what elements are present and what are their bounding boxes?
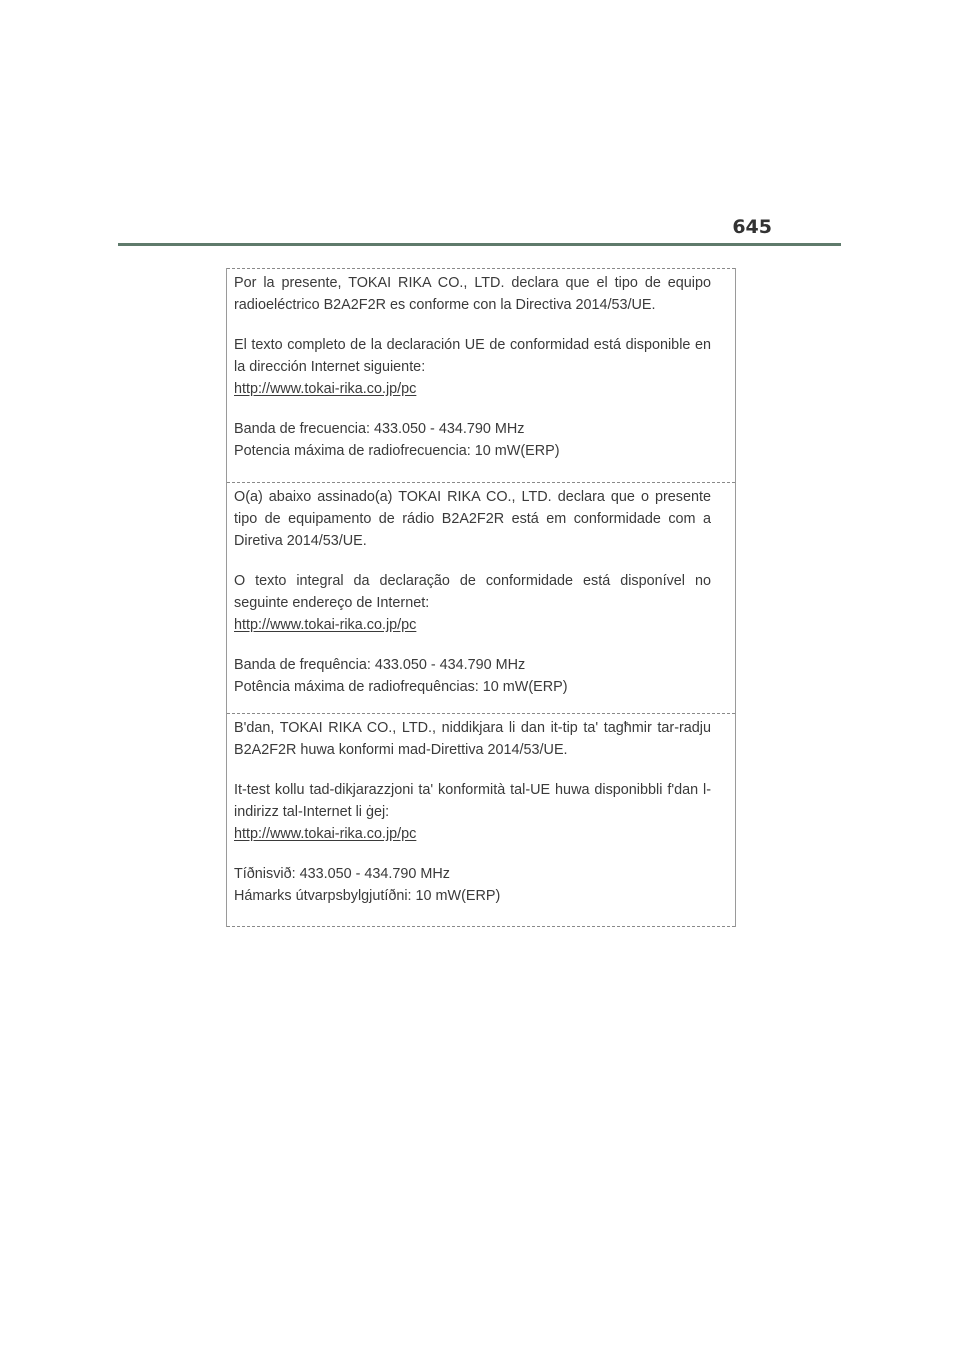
frequency-text: Banda de frequência: 433.050 - 434.790 MHz <box>234 657 526 673</box>
declaration-section-portuguese <box>227 482 735 713</box>
power-text: Potencia máxima de radiofrecuencia: 10 mW(ERP) <box>234 443 560 459</box>
power-text: Hámarks útvarpsbylgjutíðni: 10 mW(ERP) <box>234 888 501 904</box>
frequency-text: Tíðnisvið: 433.050 - 434.790 MHz <box>234 866 450 882</box>
availability-text: El texto completo de la declaración UE de conformidad está disponible en la dirección Internet siguiente: <box>234 337 711 375</box>
declaration-text: B'dan, TOKAI RIKA CO., LTD., niddikjara li dan it-tip ta' tagħmir tar-radju B2A2F2R huwa konformi mad-Direttiva 2014/53/UE. <box>234 720 711 758</box>
declaration-section-spanish <box>227 268 735 482</box>
declaration-text: Por la presente, TOKAI RIKA CO., LTD. declara que el tipo de equipo radioeléctrico B2A2F2R es conforme con la Directiva 2014/53/UE. <box>234 275 711 313</box>
page-number: 645 <box>732 216 772 238</box>
power-text: Potência máxima de radiofrequências: 10 mW(ERP) <box>234 679 568 695</box>
declaration-link[interactable]: http://www.tokai-rika.co.jp/pc <box>234 381 417 397</box>
declaration-box <box>226 268 736 927</box>
declaration-text: O(a) abaixo assinado(a) TOKAI RIKA CO., LTD. declara que o presente tipo de equipamento de rádio B2A2F2R está em conformidade com a Diretiva 2014/53/UE. <box>234 489 711 549</box>
availability-text: O texto integral da declaração de conformidade está disponível no seguinte endereço de Internet: <box>234 573 711 611</box>
availability-text: It-test kollu tad-dikjarazzjoni ta' konformità tal-UE huwa disponibbli f'dan l-indirizz tal-Internet li ġej: <box>234 782 711 820</box>
declaration-link[interactable]: http://www.tokai-rika.co.jp/pc <box>234 826 417 842</box>
declaration-link[interactable]: http://www.tokai-rika.co.jp/pc <box>234 617 417 633</box>
header-rule <box>118 243 841 246</box>
frequency-text: Banda de frecuencia: 433.050 - 434.790 MHz <box>234 421 525 437</box>
declaration-section-maltese-icelandic <box>227 713 735 927</box>
